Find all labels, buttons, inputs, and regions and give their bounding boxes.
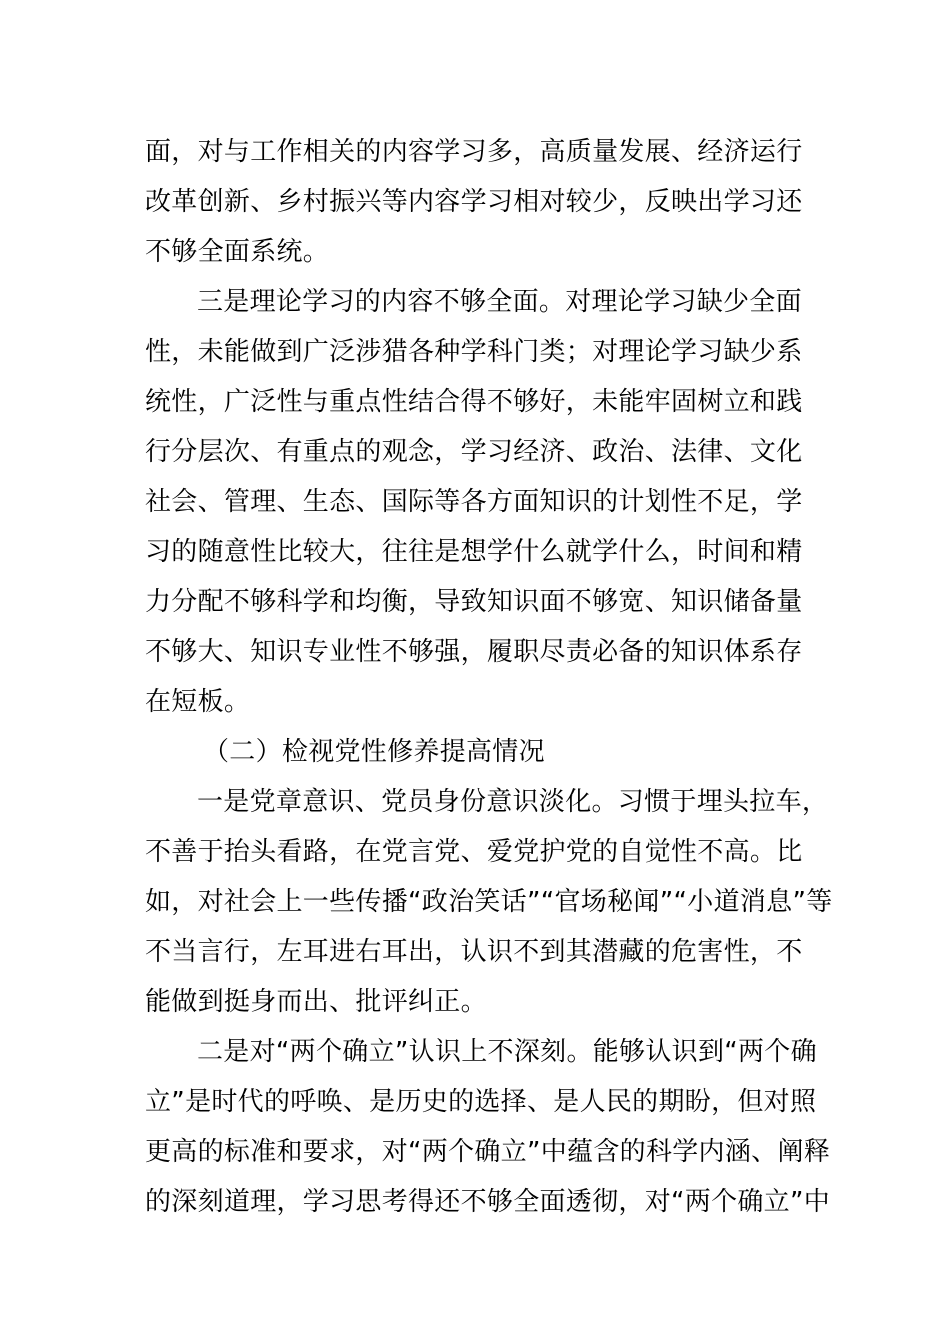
- text-line: 立”是时代的呼唤、是历史的选择、是人民的期盼，但对照: [145, 1087, 817, 1117]
- text-line: 改革创新、乡村振兴等内容学习相对较少，反映出学习还: [145, 187, 803, 217]
- document-body: [145, 127, 833, 1227]
- text-line: 能做到挺身而出、批评纠正。: [145, 987, 487, 1017]
- paragraph-start-line: 二是对“两个确立”认识上不深刻。能够认识到“两个确: [197, 1037, 817, 1067]
- text-line: 如，对社会上一些传播“政治笑话”“官场秘闻”“小道消息”等: [145, 887, 833, 917]
- text-line: 社会、管理、生态、国际等各方面知识的计划性不足，学: [145, 487, 803, 517]
- text-line: 统性，广泛性与重点性结合得不够好，未能牢固树立和践: [145, 387, 803, 417]
- text-line: 力分配不够科学和均衡，导致知识面不够宽、知识储备量: [145, 587, 803, 617]
- text-line: 性，未能做到广泛涉猎各种学科门类；对理论学习缺少系: [145, 337, 803, 367]
- text-line: 面，对与工作相关的内容学习多，高质量发展、经济运行: [145, 137, 803, 167]
- text-line: 的深刻道理，学习思考得还不够全面透彻，对“两个确立”中: [145, 1187, 831, 1217]
- text-line: 不够大、知识专业性不够强，履职尽责必备的知识体系存: [145, 637, 803, 667]
- text-line: 不够全面系统。: [145, 237, 330, 267]
- paragraph-start-line: 三是理论学习的内容不够全面。对理论学习缺少全面: [197, 287, 802, 317]
- section-heading: （二）检视党性修养提高情况: [203, 737, 545, 767]
- text-line: 更高的标准和要求，对“两个确立”中蕴含的科学内涵、阐释: [145, 1137, 831, 1167]
- paragraph-start-line: 一是党章意识、党员身份意识淡化。习惯于埋头拉车，: [197, 787, 829, 817]
- text-line: 不当言行，左耳进右耳出，认识不到其潜藏的危害性，不: [145, 937, 803, 967]
- text-line: 习的随意性比较大，往往是想学什么就学什么，时间和精: [145, 537, 803, 567]
- text-line: 不善于抬头看路，在党言党、爱党护党的自觉性不高。比: [145, 837, 803, 867]
- text-line: 在短板。: [145, 687, 251, 717]
- text-line: 行分层次、有重点的观念，学习经济、政治、法律、文化: [145, 437, 803, 467]
